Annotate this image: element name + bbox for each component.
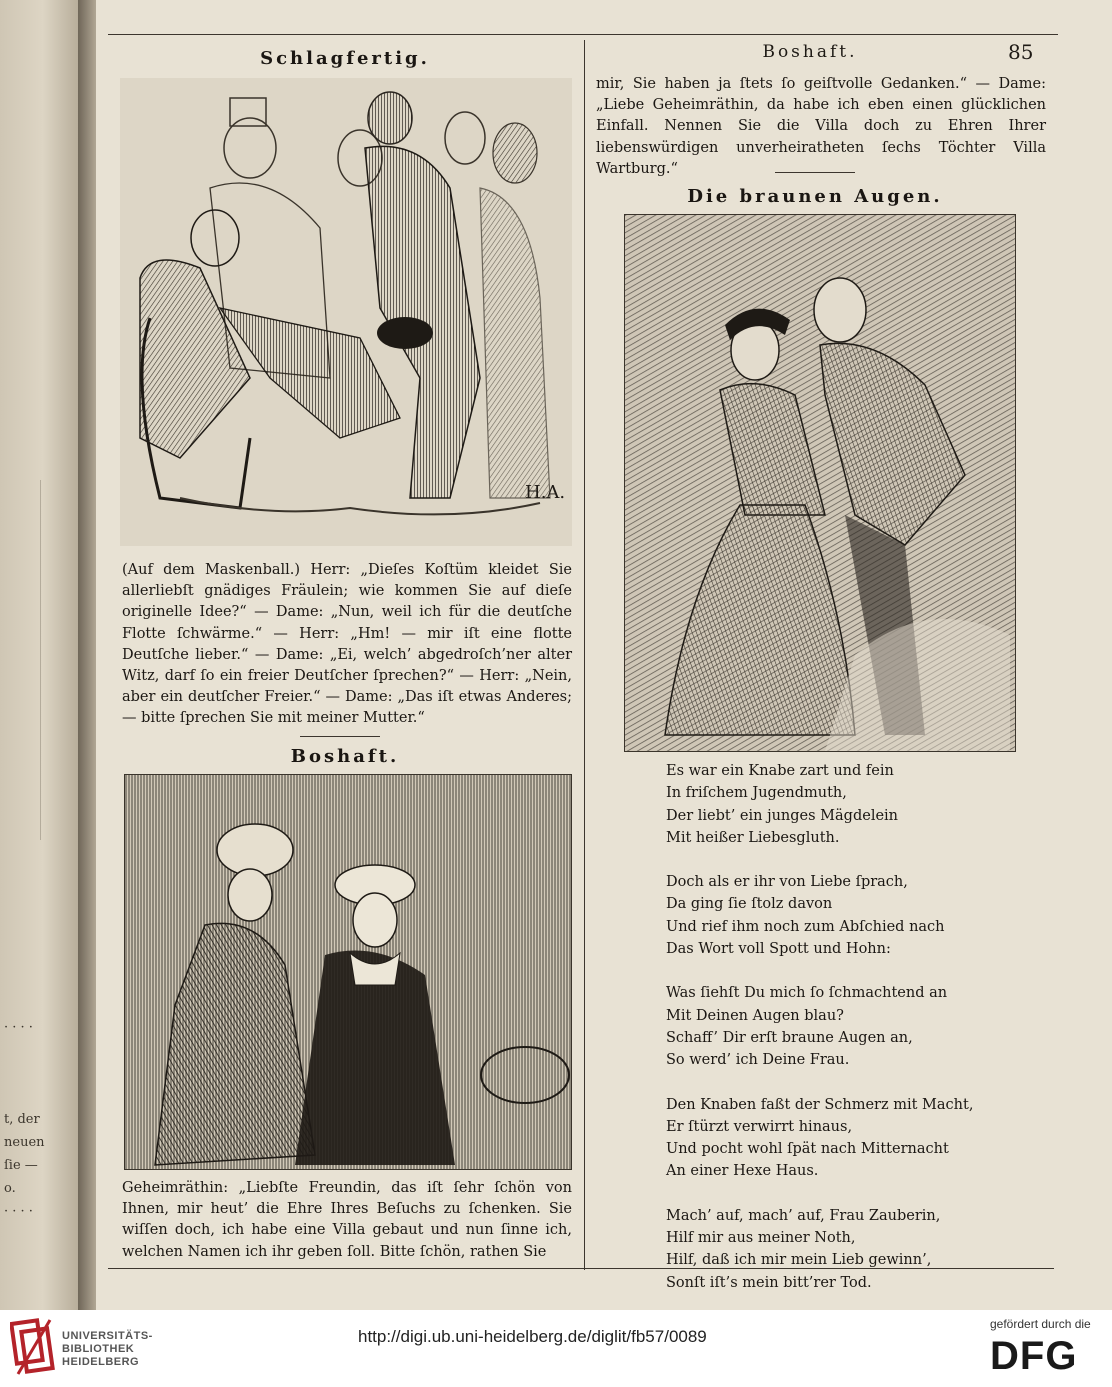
braune-augen-engraving (625, 215, 1015, 751)
section-divider (300, 736, 380, 737)
poem-stanza (666, 982, 1046, 1071)
poem-line: Er ſtürzt verwirrt hinaus, (666, 1118, 853, 1135)
poem-die-braunen-augen (666, 760, 1046, 1316)
poem-line: Was ſiehſt Du mich ſo ſchmachtend an (666, 985, 948, 1002)
prev-page-fragment: · · · · (4, 1020, 33, 1035)
poem-stanza (666, 871, 1046, 960)
poem-line: In friſchem Jugendmuth, (666, 785, 847, 802)
illustration-maskenball (120, 78, 572, 546)
institution-line: HEIDELBERG (62, 1356, 140, 1368)
svg-text:H.A.: H.A. (525, 482, 566, 503)
poem-line: Und pocht wohl ſpät nach Mitternacht (666, 1141, 949, 1158)
poem-line: Da ging ſie ſtolz davon (666, 896, 833, 913)
article-title-die-braunen-augen: Die braunen Augen. (687, 186, 943, 207)
poem-line: Mit heißer Liebesgluth. (666, 829, 840, 846)
viewer-footer (0, 1310, 1112, 1387)
funded-by-label: gefördert durch die (990, 1317, 1091, 1331)
institution-line: BIBLIOTHEK (62, 1343, 135, 1355)
poem-line: Mit Deinen Augen blau? (666, 1007, 844, 1024)
university-library-logo[interactable] (10, 1316, 56, 1378)
article-title-schlagfertig: Schlagfertig. (260, 48, 430, 69)
illustration-boshaft (124, 774, 572, 1170)
permalink-url[interactable]: http://digi.ub.uni-heidelberg.de/diglit/fb57/0089 (358, 1327, 707, 1346)
running-head: Boshaft. (762, 42, 858, 62)
prev-page-fragment: · · · · (4, 1204, 33, 1219)
article-title-boshaft: Boshaft. (290, 746, 400, 767)
poem-line: Der liebt’ ein junges Mägdelein (666, 807, 899, 824)
institution-line: UNIVERSITÄTS- (62, 1330, 153, 1342)
previous-page-illustration-edge (0, 480, 41, 840)
previous-page-edge (0, 0, 78, 1310)
dfg-logo[interactable]: DFG (990, 1334, 1078, 1378)
poem-stanza (666, 1205, 1046, 1294)
article-paragraph: mir, Sie haben ja ſtets ſo geiſtvolle Gedanken.“ — Dame: „Liebe Geheimräthin, da habe ich eben einen glücklichen Einfall. Nennen Sie die Villa doch zu Ehren Ihrer liebenswürdigen unverheiratheten ſechs Töchter Villa Wartburg.“ (596, 76, 1046, 177)
poem-line: Hilf, daß ich mir mein Lieb gewinn’, (666, 1252, 932, 1269)
university-library-name (62, 1330, 153, 1369)
maskenball-engraving (120, 78, 572, 546)
poem-line: Den Knaben faßt der Schmerz mit Macht, (666, 1096, 974, 1113)
article-text-boshaft-continuation (596, 74, 1046, 180)
poem-line: Hilf mir aus meiner Noth, (666, 1230, 856, 1247)
article-text-schlagfertig (122, 560, 572, 730)
poem-line: Mach’ auf, mach’ auf, Frau Zauberin, (666, 1207, 941, 1224)
top-rule (108, 34, 1058, 35)
poem-line: Das Wort voll Spott und Hohn: (666, 941, 891, 958)
poem-line: Es war ein Knabe zart und fein (666, 763, 894, 779)
poem-line: Sonſt iſt’s mein bitt’rer Tod. (666, 1274, 872, 1291)
poem-stanza (666, 1094, 1046, 1183)
article-text-boshaft (122, 1178, 572, 1263)
prev-page-fragment: neuen (4, 1135, 45, 1150)
page-number: 85 (1008, 40, 1034, 64)
poem-line: An einer Hexe Haus. (666, 1163, 819, 1180)
poem-stanza (666, 760, 1046, 849)
poem-line: Doch als er ihr von Liebe ſprach, (666, 874, 908, 891)
poem-line: Und rief ihm noch zum Abſchied nach (666, 918, 945, 935)
poem-line: Schaff’ Dir erſt braune Augen an, (666, 1029, 913, 1046)
illustration-braune-augen (624, 214, 1016, 752)
column-rule (584, 40, 585, 1270)
library-logo-icon (10, 1316, 56, 1378)
poem-line: So werd’ ich Deine Frau. (666, 1052, 850, 1069)
section-divider (775, 172, 855, 173)
article-paragraph: (Auf dem Maskenball.) Herr: „Dieſes Koſtüm kleidet Sie allerliebſt gnädiges Fräulein; wie kommen Sie auf dieſe originelle Idee?“ — Dame: „Nun, weil ich für die deutſche Flotte ſchwärme.“ — Herr: „Hm! — mir iſt eine flotte Deutſche lieber.“ — Dame: „Ei, welch’ abgedroſch’ner alter Witz, darf ſo ein freier Deutſcher ſprechen?“ — Herr: „Nein, aber ein deutſcher Freier.“ — Dame: „Das iſt etwas Anderes; — bitte ſprechen Sie mit meiner Mutter.“ (122, 562, 572, 727)
prev-page-fragment: t, der (4, 1112, 40, 1127)
prev-page-fragment: o. (4, 1181, 16, 1196)
article-paragraph: Geheimräthin: „Liebſte Freundin, das iſt ſehr ſchön von Ihnen, mir heut’ die Ehre Ihres Beſuchs zu ſchenken. Sie wiſſen doch, ich habe eine Villa gebaut und nun ſinne ich, welchen Namen ich ihr geben ſoll. Bitte ſchön, rathen Sie (122, 1180, 572, 1260)
boshaft-engraving (125, 775, 571, 1169)
prev-page-fragment: ſie — (4, 1158, 38, 1173)
